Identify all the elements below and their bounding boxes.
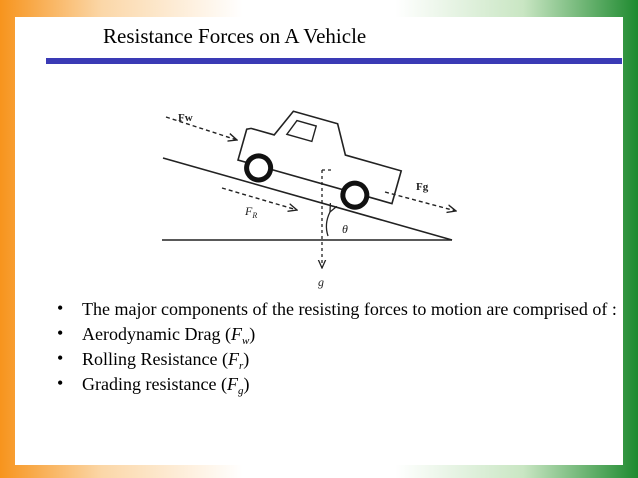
bullet-close: ) bbox=[249, 324, 256, 344]
bullet-close: ) bbox=[243, 349, 250, 369]
fr-label-main: F bbox=[245, 204, 253, 218]
g-label: g bbox=[318, 275, 324, 289]
bullet-text: Rolling Resistance ( bbox=[82, 349, 228, 369]
fr-arrow bbox=[222, 188, 297, 210]
resistance-forces-diagram bbox=[150, 95, 470, 295]
title-underline bbox=[46, 58, 622, 64]
bullet-symbol: F bbox=[227, 349, 239, 369]
bullet-symbol: F bbox=[230, 324, 242, 344]
fr-label-sub: R bbox=[252, 211, 258, 220]
bullet-text: The major components of the resisting forces to motion are comprised of : bbox=[82, 299, 617, 319]
theta-label: θ bbox=[342, 222, 348, 236]
bullet-item-grading-resistance bbox=[57, 374, 617, 395]
bullet-dot-icon: • bbox=[57, 348, 64, 368]
bullet-subscript: w bbox=[241, 335, 250, 347]
vehicle-icon bbox=[234, 100, 409, 217]
fg-arrow bbox=[385, 192, 456, 211]
fg-label: Fg bbox=[416, 181, 429, 193]
bullet-subscript: g bbox=[237, 385, 244, 397]
slide-title: Resistance Forces on A Vehicle bbox=[103, 24, 367, 48]
bullet-text: Aerodynamic Drag ( bbox=[82, 324, 231, 344]
bullet-item-rolling-resistance bbox=[57, 349, 617, 370]
bullet-dot-icon: • bbox=[57, 373, 64, 393]
theta-arc bbox=[326, 212, 330, 236]
bullet-close: ) bbox=[243, 374, 250, 394]
bullet-dot-icon: • bbox=[57, 298, 64, 318]
fw-label: Fw bbox=[178, 112, 193, 124]
bullet-subscript: r bbox=[238, 360, 244, 372]
bullet-list bbox=[57, 299, 617, 399]
bullet-symbol: F bbox=[226, 374, 238, 394]
bullet-item-aerodynamic-drag bbox=[57, 324, 617, 345]
bullet-text: Grading resistance ( bbox=[82, 374, 227, 394]
bullet-dot-icon: • bbox=[57, 323, 64, 343]
bullet-item-intro bbox=[57, 299, 617, 320]
fw-arrow bbox=[166, 117, 237, 140]
fr-label bbox=[244, 204, 257, 220]
